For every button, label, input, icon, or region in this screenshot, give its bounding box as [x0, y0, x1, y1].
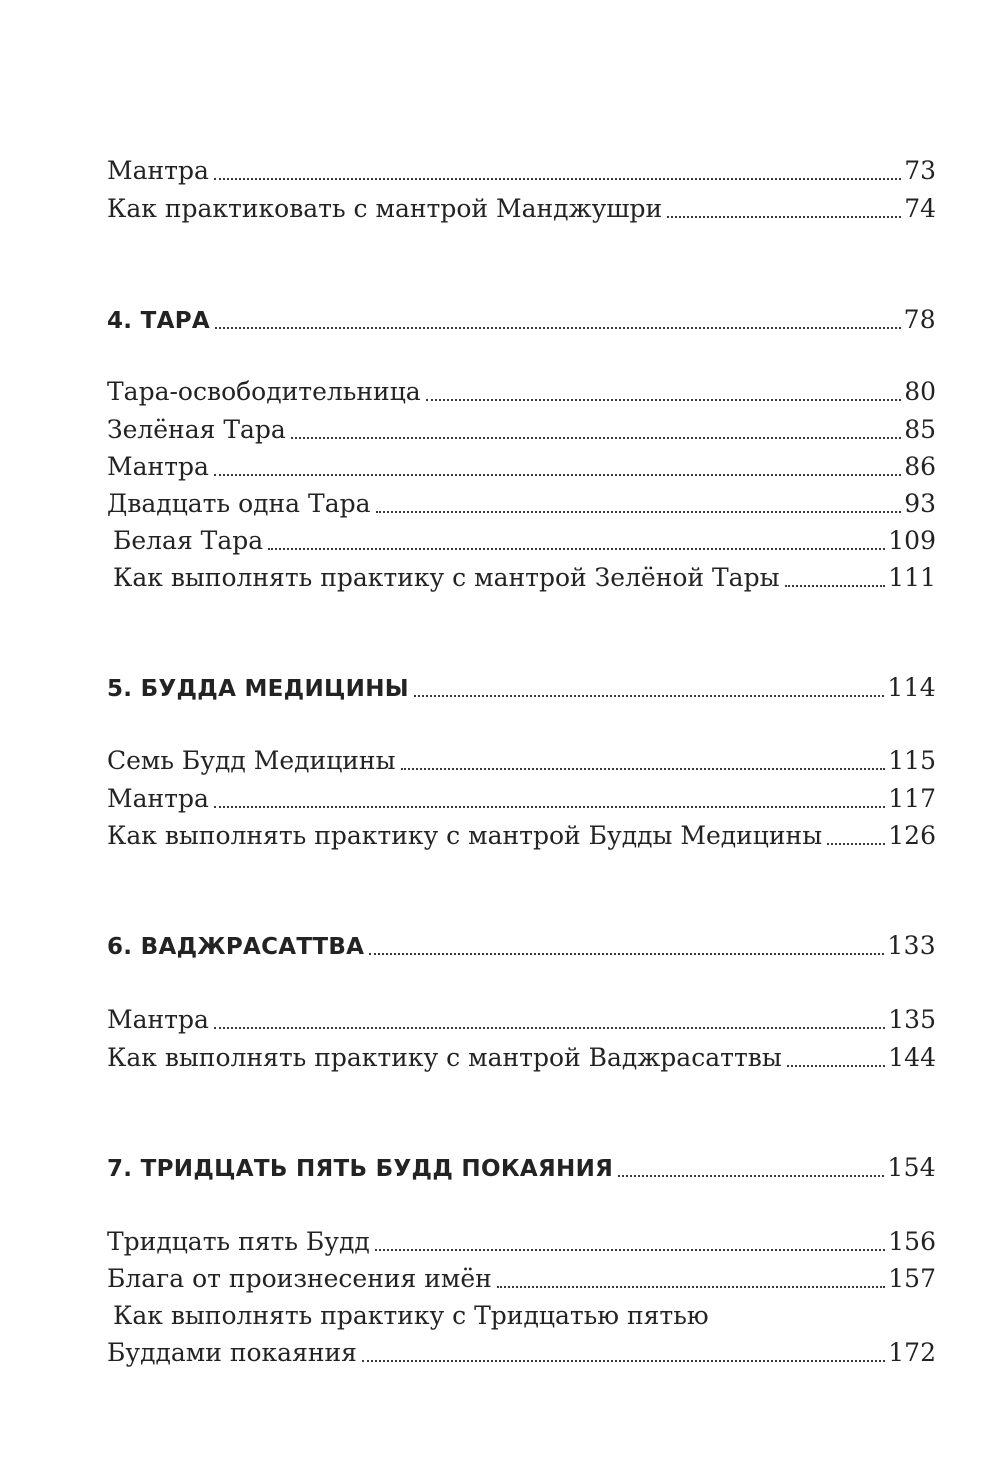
- toc-entry-title: Мантра: [107, 452, 209, 481]
- toc-entry: [107, 153, 936, 189]
- toc-entry-title: Как выполнять практику с мантрой Будды Медицины: [107, 821, 823, 850]
- toc-entry-title: Мантра: [107, 784, 209, 813]
- toc-entry: [107, 449, 936, 485]
- toc-chapter-heading: [107, 670, 936, 706]
- toc-entry: [107, 1002, 936, 1038]
- toc-entry-page: 172: [888, 1338, 936, 1367]
- toc-entry: [107, 781, 936, 817]
- toc-leader-dots: [618, 1174, 884, 1177]
- toc-leader-dots: [214, 1026, 885, 1029]
- toc-chapter-page: 154: [887, 1153, 936, 1182]
- toc-entry-page: 93: [904, 489, 936, 518]
- toc-chapter-heading: [107, 928, 936, 964]
- toc-chapter-title: 7. ТРИДЦАТЬ ПЯТЬ БУДД ПОКАЯНИЯ: [107, 1156, 614, 1182]
- toc-entry-page: 156: [888, 1227, 936, 1256]
- toc-leader-dots: [362, 1359, 885, 1362]
- toc-entry: [107, 486, 936, 522]
- toc-chapter-page: 78: [903, 305, 936, 334]
- toc-entry-page: 109: [888, 526, 936, 555]
- toc-leader-dots: [215, 326, 901, 329]
- toc-entry-page: 126: [888, 821, 936, 850]
- toc-chapter-heading: [107, 302, 936, 338]
- toc-leader-dots: [375, 1248, 885, 1251]
- toc-entry-title: Мантра: [107, 156, 209, 185]
- toc-leader-dots: [827, 842, 885, 845]
- toc-leader-dots: [497, 1285, 885, 1288]
- toc-chapter-page: 133: [887, 931, 936, 960]
- toc-entry-page: 74: [904, 194, 936, 223]
- toc-entry-title-line: Как выполнять практику с Тридцатью пятью: [113, 1301, 709, 1330]
- toc-entry-title: Как практиковать с мантрой Манджушри: [107, 194, 663, 223]
- toc-entry-title: Белая Тара: [113, 526, 264, 555]
- toc-entry-title: Двадцать одна Тара: [107, 489, 371, 518]
- toc-chapter-title: 4. ТАРА: [107, 308, 210, 334]
- toc-chapter-title: 5. БУДДА МЕДИЦИНЫ: [107, 676, 409, 702]
- toc-leader-dots: [785, 584, 886, 587]
- toc-entry: [107, 818, 936, 854]
- toc-leader-dots: [414, 694, 884, 697]
- toc-leader-dots: [426, 398, 901, 401]
- toc-entry: [107, 191, 936, 227]
- toc-entry-title: Как выполнять практику с мантрой Зелёной Тары: [113, 563, 780, 592]
- toc-entry: [107, 1040, 936, 1076]
- toc-entry: [107, 1224, 936, 1260]
- toc-entry-page: 85: [904, 415, 936, 444]
- toc-entry-page: 86: [904, 452, 936, 481]
- toc-entry: [107, 374, 936, 410]
- toc-entry-page: 73: [904, 156, 936, 185]
- toc-leader-dots: [376, 510, 902, 513]
- toc-entry: [107, 743, 936, 779]
- toc-leader-dots: [214, 473, 901, 476]
- toc-chapter-heading: [107, 1150, 936, 1186]
- toc-entry: [107, 1261, 936, 1297]
- toc-entry: [113, 560, 936, 596]
- toc-entry-title: Мантра: [107, 1005, 209, 1034]
- toc-entry-page: 115: [888, 746, 936, 775]
- toc-leader-dots: [667, 215, 901, 218]
- toc-entry-page: 111: [888, 563, 936, 592]
- toc-leader-dots: [214, 177, 901, 180]
- toc-leader-dots: [214, 805, 885, 808]
- toc-entry-page: 144: [888, 1043, 936, 1072]
- toc-chapter-page: 114: [887, 673, 936, 702]
- toc-entry-title: Буддами покаяния: [107, 1338, 357, 1367]
- toc-entry-title: Семь Будд Медицины: [107, 746, 396, 775]
- toc-entry: [113, 523, 936, 559]
- toc-entry-page: 135: [888, 1005, 936, 1034]
- toc-entry-title: Блага от произнесения имён: [107, 1264, 492, 1293]
- toc-leader-dots: [401, 767, 886, 770]
- toc-entry-title: Зелёная Тара: [107, 415, 286, 444]
- toc-chapter-title: 6. ВАДЖРАСАТТВА: [107, 934, 365, 960]
- toc-entry-title: Тара-освободительница: [107, 377, 421, 406]
- toc-entry-page: 117: [888, 784, 936, 813]
- toc-entry-title: Тридцать пять Будд: [107, 1227, 370, 1256]
- toc-entry-page: 157: [888, 1264, 936, 1293]
- toc-leader-dots: [787, 1064, 886, 1067]
- toc-leader-dots: [369, 952, 884, 955]
- toc-leader-dots: [268, 547, 885, 550]
- toc-entry-page: 80: [904, 377, 936, 406]
- toc-leader-dots: [291, 436, 901, 439]
- toc-entry: [107, 412, 936, 448]
- toc-entry-title: Как выполнять практику с мантрой Ваджрасаттвы: [107, 1043, 782, 1072]
- toc-entry: [107, 1335, 936, 1371]
